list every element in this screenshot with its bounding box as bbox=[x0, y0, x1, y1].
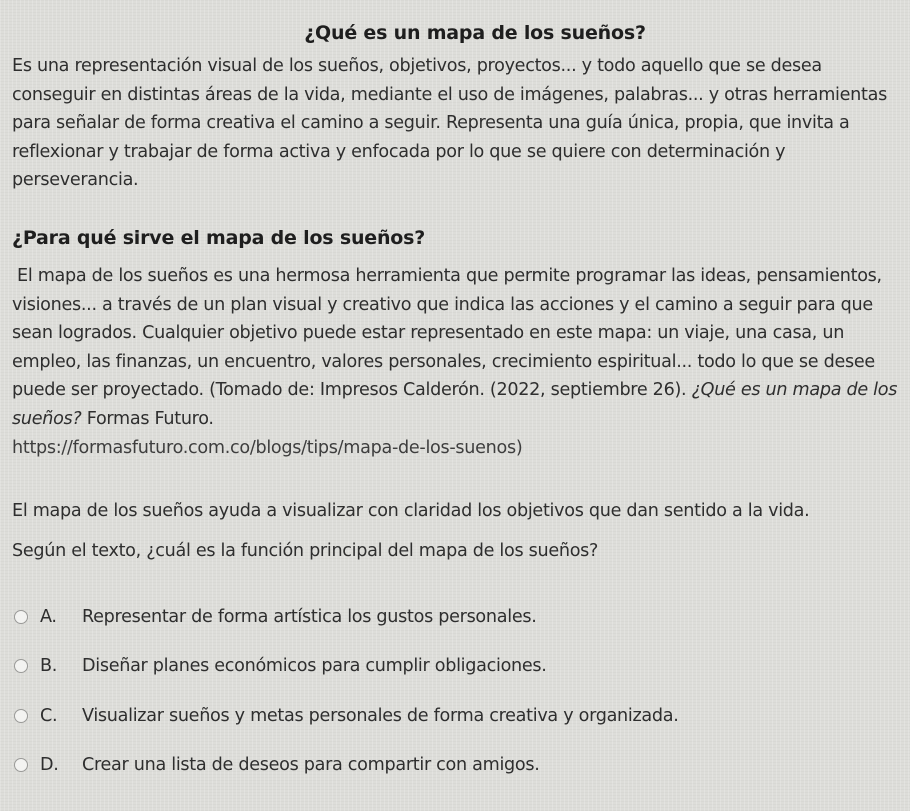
citation-url: https://formasfuturo.com.co/blogs/tips/mapa-de-los-suenos) bbox=[12, 437, 523, 458]
option-text: Diseñar planes económicos para cumplir obligaciones. bbox=[82, 656, 547, 676]
paragraph-definition: Es una representación visual de los sueños, objetivos, proyectos... y todo aquello que se desea conseguir en distintas áreas de la vida, mediante el uso de imágenes, palabras... y otras herramientas para señalar de forma creativa el camino a seguir. Representa una guía única, propia, que invita a reflexionar y trabajar de forma activa y enfocada por lo que se quiere con determinación y perseverancia. bbox=[12, 56, 887, 191]
option-text: Crear una lista de deseos para compartir con amigos. bbox=[82, 755, 540, 775]
paragraph-purpose-text: El mapa de los sueños es una hermosa herramienta que permite programar las ideas, pensamientos, visiones... a través de un plan visual y creativo que indica las acciones y el camino a seguir para que sean logrados. Cualquier objetivo puede estar representado en este mapa: un viaje, una casa, un empleo, las finanzas, un encuentro, valores personales, crecimiento espiritual... todo lo que se desee puede ser proyectado. (Tomado de: Impresos Calderón. (2022, septiembre 26). bbox=[12, 266, 882, 401]
citation-source: Formas Futuro. bbox=[81, 408, 214, 429]
option-b[interactable] bbox=[14, 653, 547, 679]
citation-title: ¿Qué es un mapa de los sueños? bbox=[12, 380, 898, 429]
radio-button-c[interactable] bbox=[14, 709, 28, 723]
option-letter: C. bbox=[40, 706, 58, 726]
option-text: Visualizar sueños y metas personales de forma creativa y organizada. bbox=[82, 706, 679, 726]
section-heading: ¿Para qué sirve el mapa de los sueños? bbox=[12, 227, 426, 249]
radio-button-a[interactable] bbox=[14, 610, 28, 624]
radio-button-b[interactable] bbox=[14, 659, 28, 673]
option-a[interactable] bbox=[14, 604, 537, 630]
option-d[interactable] bbox=[14, 752, 540, 778]
paragraph-summary: El mapa de los sueños ayuda a visualizar con claridad los objetivos que dan sentido a la vida. bbox=[12, 501, 810, 521]
option-letter: D. bbox=[40, 755, 59, 775]
option-letter: A. bbox=[40, 607, 57, 627]
option-letter: B. bbox=[40, 656, 58, 676]
radio-button-d[interactable] bbox=[14, 758, 28, 772]
option-c[interactable] bbox=[14, 703, 679, 729]
question-text: Según el texto, ¿cuál es la función principal del mapa de los sueños? bbox=[12, 541, 599, 561]
option-text: Representar de forma artística los gustos personales. bbox=[82, 607, 537, 627]
document-title: ¿Qué es un mapa de los sueños? bbox=[304, 22, 646, 44]
paragraph-purpose bbox=[12, 262, 902, 462]
